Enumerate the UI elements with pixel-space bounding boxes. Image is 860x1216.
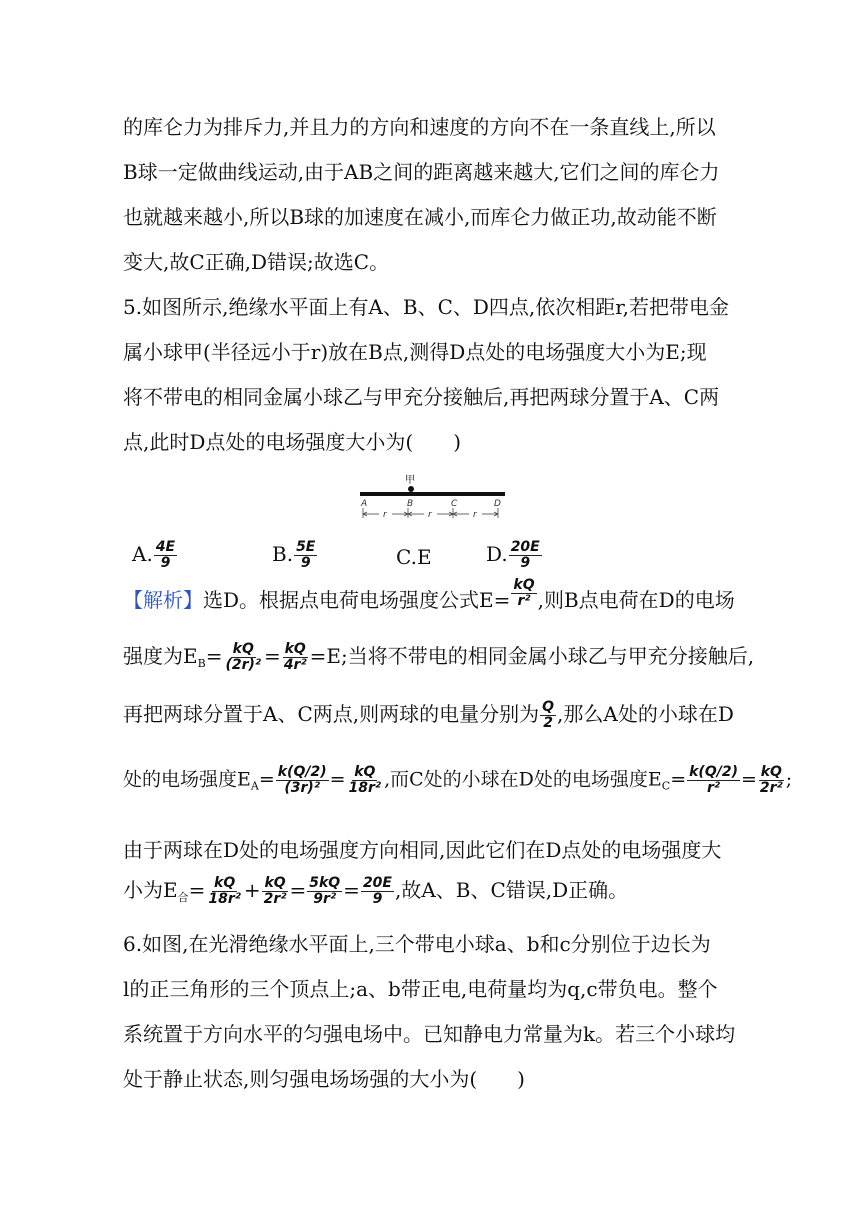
text-line: 也就越来越小,所以B球的加速度在减小,而库仑力做正功,故动能不断: [123, 205, 717, 229]
equals-sign: =: [258, 768, 275, 791]
fraction-denominator: 2r²: [263, 891, 287, 907]
fraction-denominator: 18r²: [208, 891, 241, 907]
fraction-numerator: k(Q/2): [277, 764, 327, 780]
fraction-denominator: 9: [372, 891, 383, 907]
fraction-numerator: kQ: [264, 875, 286, 891]
analysis-text: ,故A、B、C错误,D正确。: [394, 878, 629, 902]
fraction-denominator: 4r²: [283, 657, 307, 673]
text-line: 变大,故C正确,D错误;故选C。: [123, 250, 390, 274]
equals-sign: =: [205, 644, 223, 668]
formula-fraction: [223, 642, 263, 673]
formula-fraction: [758, 765, 785, 796]
equals-sign: =: [329, 768, 346, 791]
formula-fraction: [361, 876, 394, 907]
fraction-numerator: kQ: [214, 875, 236, 891]
option-a-denominator: 9: [160, 555, 171, 571]
analysis-line-5: 由于两球在D处的电场强度方向相同,因此它们在D点处的电场强度大: [123, 838, 722, 862]
analysis-line-3: [123, 700, 734, 731]
analysis-text: =E;当将不带电的相同金属小球乙与甲充分接触后,: [309, 644, 755, 668]
analysis-text: 再把两球分置于A、C两点,则两球的电量分别为: [123, 702, 540, 726]
formula-fraction: [511, 578, 536, 609]
text-line: 的库仑力为排斥力,并且力的方向和速度的方向不在一条直线上,所以: [123, 115, 716, 139]
analysis-tag: 【解析】: [123, 588, 203, 612]
ball-jia: [408, 486, 414, 492]
fraction-denominator: 2: [543, 715, 553, 731]
insulating-surface: [360, 492, 505, 496]
fraction-numerator: 20E: [362, 875, 392, 891]
option-a: [132, 540, 178, 571]
option-a-numerator: 4E: [155, 539, 176, 555]
analysis-text: 小为E: [123, 878, 178, 902]
fraction-denominator: r²: [707, 780, 721, 796]
analysis-text: 强度为E: [123, 644, 198, 668]
q5-figure: [355, 472, 515, 522]
q5-line: 5.如图所示,绝缘水平面上有A、B、C、D四点,依次相距r,若把带电金: [123, 295, 729, 319]
analysis-text: ,则B点电荷在D的电场: [537, 588, 735, 612]
q6-line: 处于静止状态,则匀强电场场强的大小为( ): [123, 1067, 525, 1091]
q6-line: 系统置于方向水平的匀强电场中。已知静电力常量为k。若三个小球均: [123, 1022, 736, 1046]
fraction-denominator: (3r)²: [284, 780, 320, 796]
subscript: 合: [177, 891, 189, 904]
q6-line: l的正三角形的三个顶点上;a、b带正电,电荷量均为q,c带负电。整个: [123, 977, 718, 1001]
q6-line: 6.如图,在光滑绝缘水平面上,三个带电小球a、b和c分别位于边长为: [123, 932, 711, 956]
option-d: [486, 540, 543, 571]
analysis-text: ;: [785, 768, 793, 791]
formula-fraction: [276, 765, 329, 796]
spacing-label-ab: r: [383, 510, 387, 520]
option-c-text: C.E: [396, 545, 432, 569]
analysis-text: ,而C处的小球在D处的电场强度E: [384, 768, 662, 791]
q5-line: 点,此时D点处的电场强度大小为( ): [123, 430, 461, 454]
analysis-text: 选D。根据点电荷电场强度公式E=: [203, 588, 511, 612]
fraction-denominator: 9r²: [313, 891, 337, 907]
analysis-line-4: [123, 765, 792, 801]
spacing-label-cd: r: [473, 510, 477, 520]
ball-label: 甲: [405, 475, 415, 486]
point-label-c: C: [451, 499, 458, 509]
option-a-fraction: [154, 540, 177, 571]
fraction-numerator: kQ: [284, 641, 306, 657]
formula-fraction: [307, 876, 342, 907]
point-label-a: A: [361, 499, 368, 509]
option-b-denominator: 9: [300, 555, 311, 571]
analysis-line-1: [123, 577, 735, 617]
option-c: [396, 543, 432, 571]
point-label-b: B: [407, 499, 414, 509]
fraction-numerator: kQ: [513, 577, 535, 593]
fraction-numerator: 5kQ: [309, 875, 341, 891]
analysis-text: 处的电场强度E: [123, 768, 251, 791]
option-b-fraction: [294, 540, 317, 571]
fraction-denominator: 18r²: [348, 780, 382, 796]
analysis-line-6: [123, 876, 628, 912]
option-b: [272, 540, 318, 571]
option-d-numerator: 20E: [510, 539, 540, 555]
equals-sign: =: [670, 768, 687, 791]
point-label-d: D: [494, 499, 501, 509]
fraction-denominator: 2r²: [759, 780, 783, 796]
option-d-denominator: 9: [520, 555, 531, 571]
equals-sign: =: [188, 878, 206, 902]
fraction-numerator: k(Q/2): [689, 764, 738, 780]
equals-sign: =: [343, 878, 360, 902]
formula-fraction: [282, 642, 309, 673]
option-d-letter: D.: [486, 542, 508, 566]
plus-sign: +: [243, 878, 261, 902]
formula-fraction: [540, 700, 556, 731]
equals-sign: =: [264, 644, 281, 668]
option-b-letter: B.: [272, 542, 294, 566]
fraction-numerator: Q: [542, 699, 555, 715]
subscript: A: [250, 779, 259, 793]
formula-fraction: [687, 765, 740, 796]
option-d-fraction: [509, 540, 542, 571]
equals-sign: =: [740, 768, 757, 791]
analysis-line-2: [123, 642, 754, 678]
q5-line: 属小球甲(半径远小于r)放在B点,测得D点处的电场强度大小为E;现: [123, 340, 707, 364]
formula-fraction: [206, 876, 243, 907]
fraction-numerator: kQ: [760, 764, 782, 780]
fraction-numerator: kQ: [354, 764, 376, 780]
subscript: B: [197, 657, 206, 670]
q5-line: 将不带电的相同金属小球乙与甲充分接触后,再把两球分置于A、C两: [123, 385, 720, 409]
option-b-numerator: 5E: [296, 539, 316, 555]
spacing-label-bc: r: [428, 510, 432, 520]
equals-sign: =: [289, 878, 307, 902]
fraction-denominator: (2r)²: [225, 657, 262, 673]
formula-fraction: [262, 876, 289, 907]
text-line: B球一定做曲线运动,由于AB之间的距离越来越大,它们之间的库仑力: [123, 160, 720, 184]
formula-fraction: [347, 765, 384, 796]
fraction-numerator: kQ: [232, 641, 254, 657]
subscript: C: [661, 779, 671, 793]
option-a-letter: A.: [132, 542, 153, 566]
fraction-denominator: r²: [517, 593, 531, 609]
analysis-text: ,那么A处的小球在D: [557, 702, 734, 726]
